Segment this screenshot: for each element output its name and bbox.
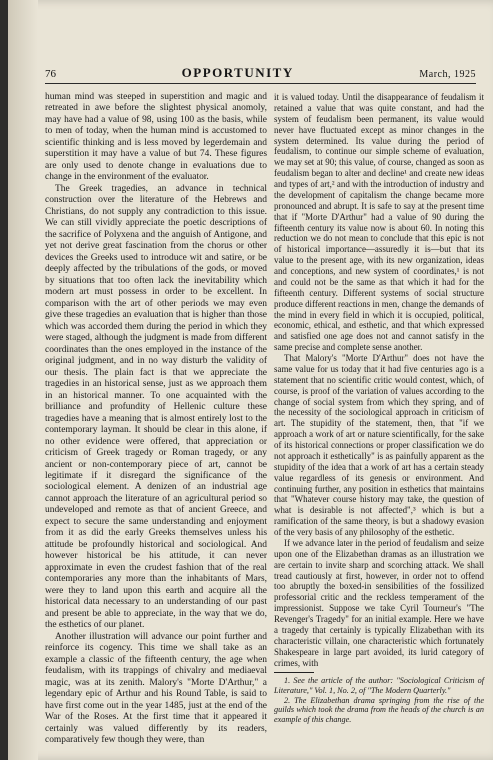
footnote: 1. See the article of the author: "Sociological Criticism of Literature," Vol. 1, No. 2, of "The Modern Quarterly.": [274, 676, 484, 695]
paragraph: human mind was steeped in superstition and magic and retreated in awe before the slightest physical anomoly, may have had a value of 98, using 100 as the basis, while to men of today, when the human mind is accustomed to scientific thinking and is less moved by legerdemain and superstition it may have a value of but 74. These figures are only used to denote change in evaluations due to change in the environment of the evaluator.: [45, 92, 267, 183]
paragraph: it is valued today. Until the disappearance of feudalism it retained a value that was quite constant, and had the system of feudalism been permanent, its value would never have fluctuated except as minor changes in the system determined. Its value during the period of feudalism, to continue our simple scheme of evaluation, we may set at 90; this value, of course, changed as soon as feudalism began to alter and decline¹ and create new ideas and types of art,² and with the introduction of industry and the development of capitalism the change became more pronounced and abrupt. It is safe to say at the present time that if "Morte D'Arthur" had a value of 90 during the fifteenth century its value now is about 60. In noting this reduction we do not mean to conclude that this epic is not of historical importance—assuredly it is—but that its value to the present age, with its new organization, ideas and conceptions, and new system of coordinates,¹ is not and could not be the same as that which it had for the fifteenth century. Different systems of social structure produce different reactions in men, change the demands of the mind in every field in which it is occupied, political, economic, ethical, and esthetic, and that which expressed and satisfied one age does not and cannot satisfy in the same precise and complete sense another.: [274, 92, 484, 353]
running-header: [45, 61, 476, 84]
right-column: [274, 92, 484, 724]
paragraph: That Malory's "Morte D'Arthur" does not have the same value for us today that it had five centuries ago is a statement that no scientific critic would contest, which, of course, is proof of the variation of values according to the change of social system from which they spring, and of the necessity of the sociological approach in criticism of art. The stupidity of the statement, then, that "if we approach a work of art or nature scientifically, for the sake of its historical connections or proper classification we do not approach it esthetically" is as painfully apparent as the stupidity of the idea that a work of art has a certain steady value regardless of its genesis or environment. And continuing further, any position in esthetics that maintains that "Whatever course history may take, the question of what is desirable is not affected",³ which is but a ramification of the same theory, is but a shadowy evasion of the very basis of any philosophy of the esthetic.: [274, 353, 484, 537]
journal-title: OPPORTUNITY: [181, 65, 294, 80]
paragraph: The Greek tragedies, an advance in technical construction over the literature of the Hebrews and Christians, do not supply any contradiction to this issue. We can still vividly appreciate the poetic descriptions of the sacrifice of Polyxena and the anguish of Antigone, and yet not derive great fascination from the chorus or other devices the Greeks used to introduce wit and satire, or be deeply affected by the tribulations of the gods, or moved by situations that too often lack the inevitability which modern art must possess in order to be excellent. In comparison with the art of other periods we may even give these tragedies an evaluation that is higher than those which was accorded them during the period in which they were staged, although the judgment is made from different coordinates than the ones employed in the instance of the original judgment, and in no way disturb the validity of our thesis. The plain fact is that we appreciate the tragedies in an historical sense, just as we approach them in an historical manner. To one acquainted with the brilliance and profundity of Hellenic culture these tragedies have a meaning that is almost entirely lost to the contemporary layman. It should be clear in this alone, if no other evidence were offered, that appreciation or criticism of Greek tragedy or Roman tragedy, or any ancient or non-contemporary piece of art, cannot be legitimate if it disregard the significance of the sociological element. A denizen of an industrial age cannot approach the literature of an agricultural period so undeveloped and remote as that of ancient Greece, and expect to secure the same understanding and enjoyment from it as did the early Greeks themselves unless his attitude be profoundly historical and sociological. And however historical be his attitude, it can never approximate in even the crudest fashion that of the real contemporaries any more than the inhabitants of Mars, were they to land upon this earth and acquire all the historical data necessary to an understanding of our past and present be able to appreciate, in the way that we do, the esthetics of our planet.: [45, 183, 267, 631]
paragraph: Another illustration will advance our point further and reinforce its cogency. This time we shall take as an example a classic of the fifteenth century, the age when feudalism, with its trappings of chivalry and mediaeval magic, was at its zenith. Malory's "Morte D'Arthur," a legendary epic of Arthur and his Round Table, is said to have first come out in the year 1485, just at the end of the War of the Roses. At the first time that it appeared it certainly was valued differently by its readers, comparatively few though they were, than: [45, 631, 267, 746]
footnote-divider: [274, 672, 314, 673]
left-column: [45, 92, 267, 747]
page-gutter-shadow: [8, 0, 38, 760]
footnote: 2. The Elizabethan drama springing from the rise of the guilds which took the drama from the heads of the church is an example of this change.: [274, 695, 484, 724]
paragraph: If we advance later in the period of feudalism and seize upon one of the Elizabethan dramas as an illustration we are certain to invite sharp and scorching attack. We shall tread cautiously at first, however, in order not to offend too abruptly the boxed-in sensibilities of the fossilized professorial critic and the reckless temperament of the impressionist. Suppose we take Cyril Tourneur's "The Revenger's Tragedy" for an initial example. Here we have a tragedy that certainly is typically Elizabethan with its characteristic villain, one characteristic which fortunately Shakespeare in large part avoided, its lurid category of crimes, with: [274, 537, 484, 668]
issue-date: March, 1925: [419, 69, 476, 80]
scan-edge: [0, 0, 8, 760]
journal-page: [8, 0, 493, 760]
page-number: 76: [45, 68, 56, 80]
